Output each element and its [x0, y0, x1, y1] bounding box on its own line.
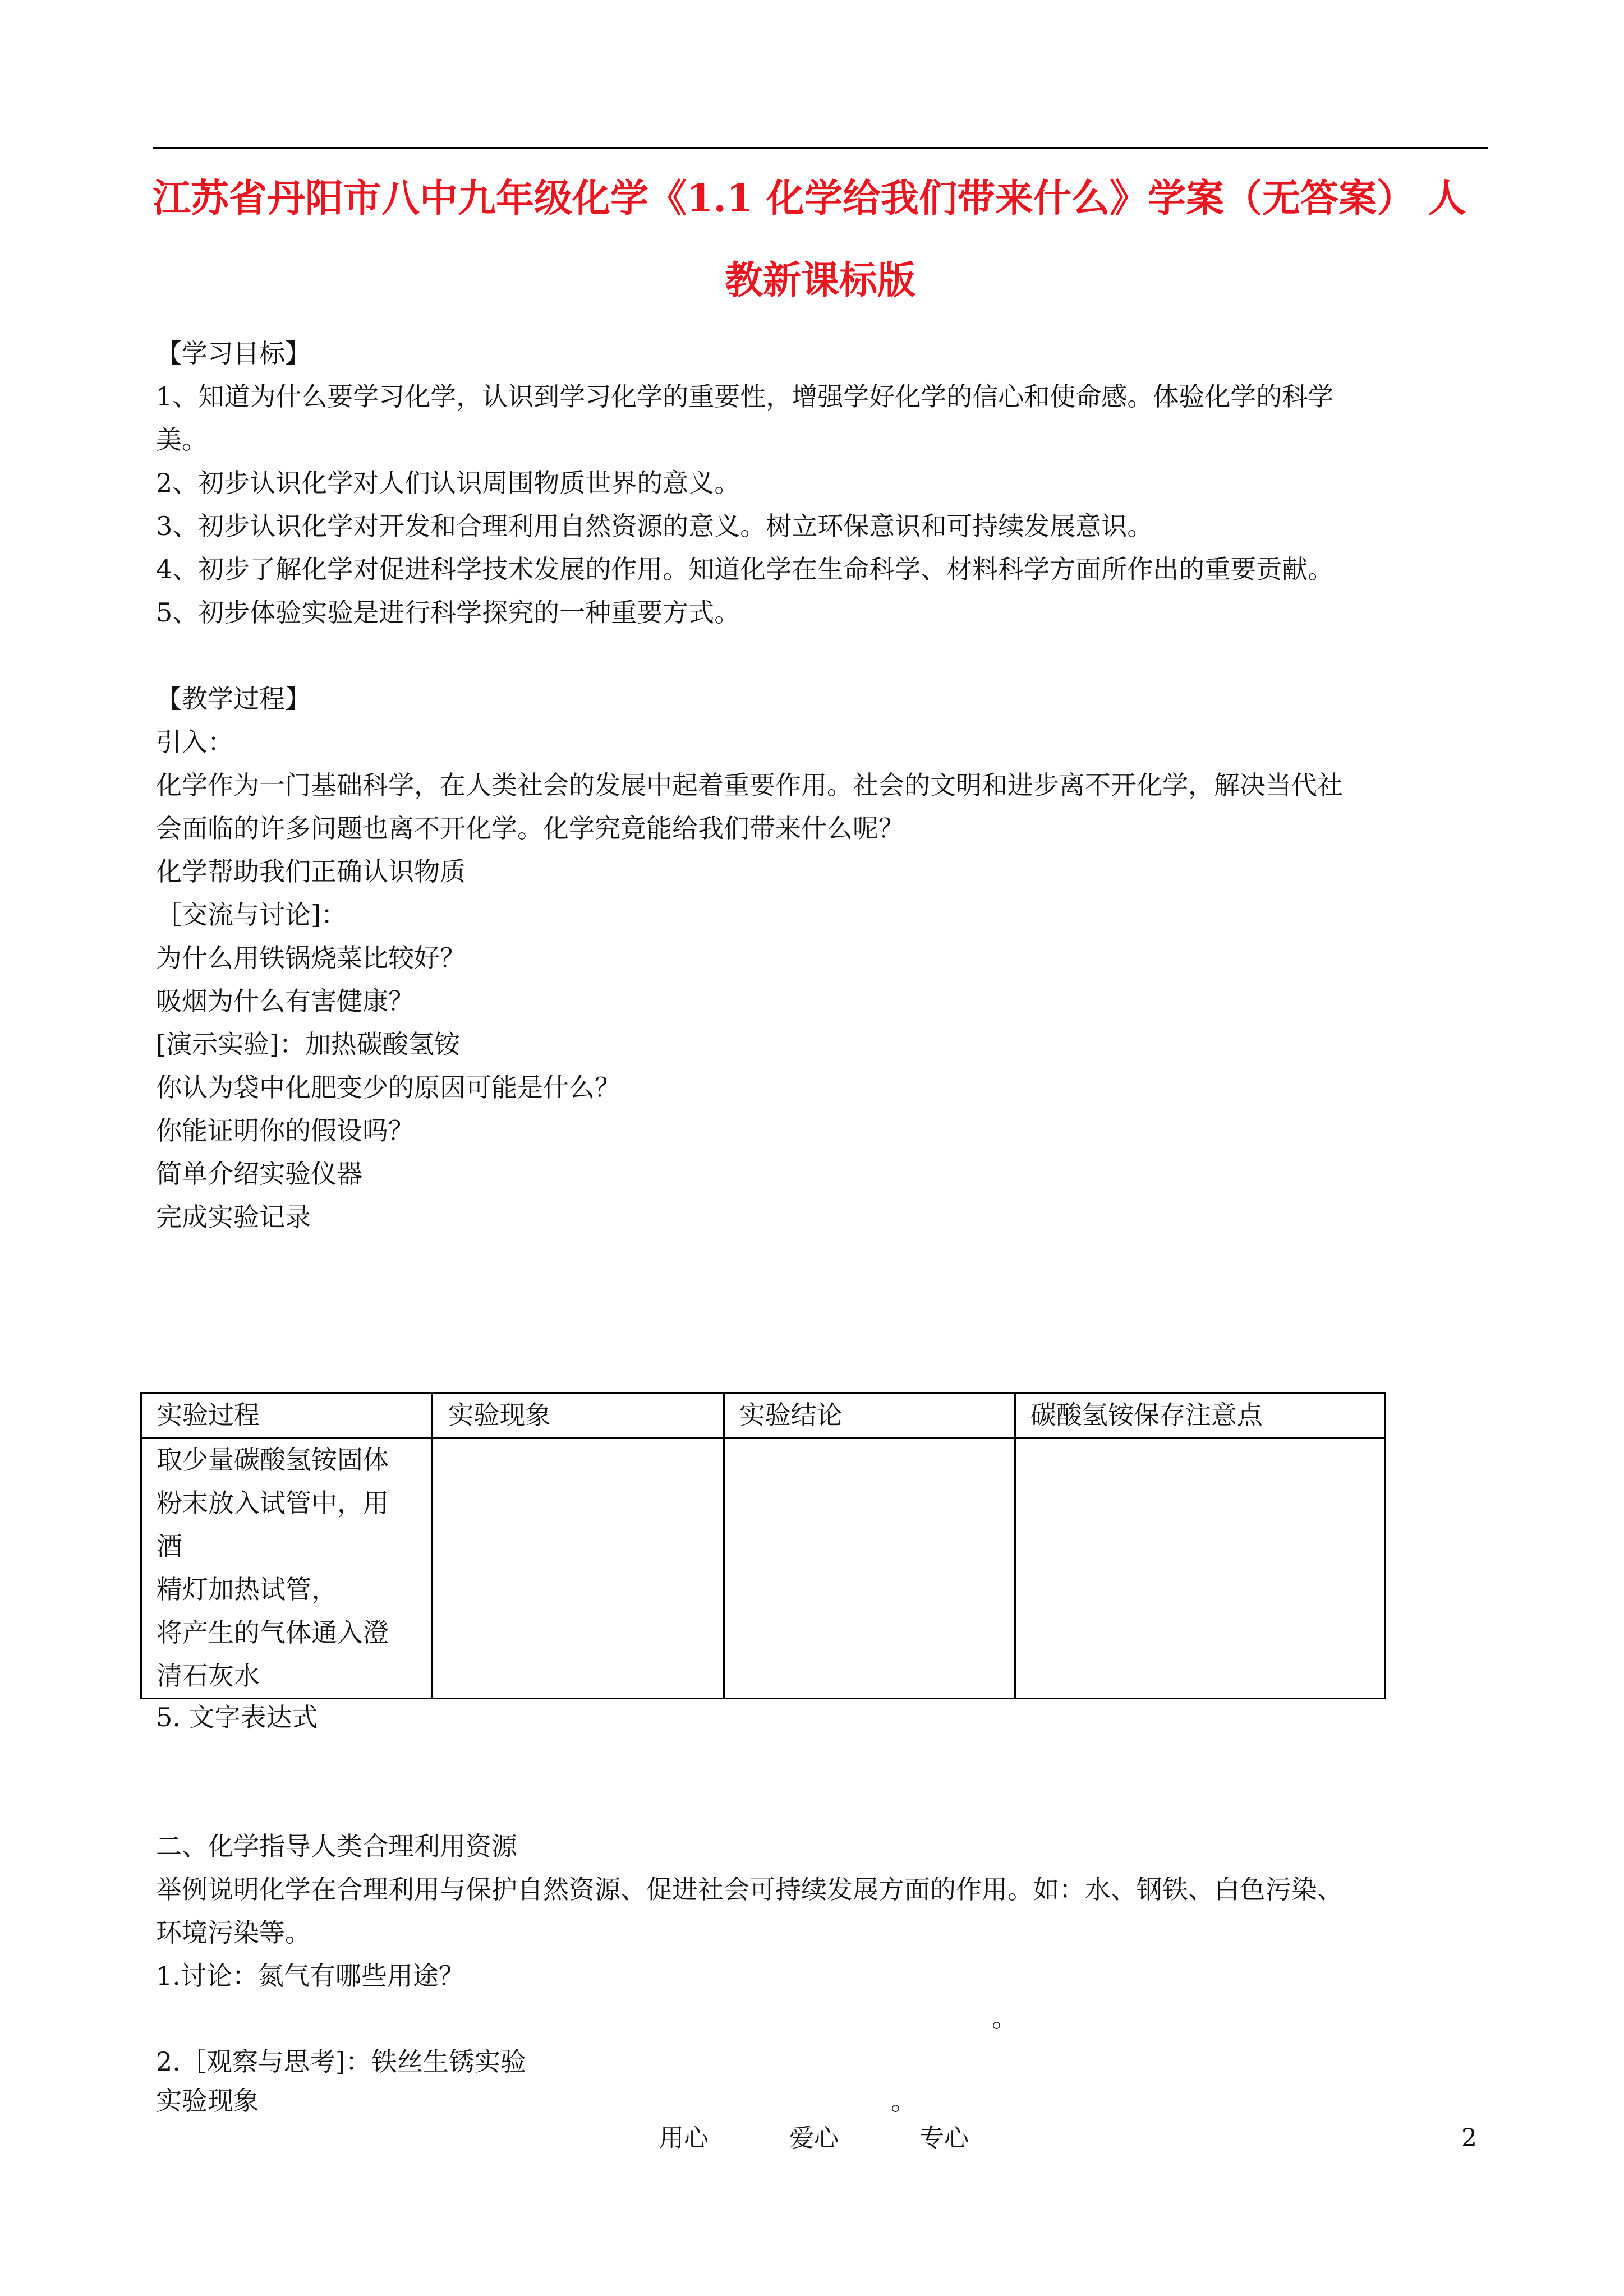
process-line: 你能证明你的假设吗？ — [156, 1115, 414, 1146]
process-line: 引入： — [156, 727, 233, 757]
objectives-heading: 【学习目标】 — [156, 338, 311, 368]
table-header-cell: 实验现象 — [433, 1393, 724, 1438]
discussion-question: 1.讨论：氮气有哪些用途？ — [156, 1961, 464, 1991]
procedure-cell — [141, 1438, 433, 1699]
footer-motto-word: 用心 — [659, 2124, 709, 2152]
process-line: 完成实验记录 — [156, 1202, 311, 1232]
process-line: ［交流与讨论]： — [156, 900, 347, 930]
process-line: 化学帮助我们正确认识物质 — [156, 856, 466, 887]
phenomenon-label: 实验现象 — [156, 2086, 259, 2116]
storage-notes-cell — [1015, 1438, 1384, 1699]
conclusion-cell — [724, 1438, 1015, 1699]
spacer — [156, 634, 1491, 677]
section2-desc-line: 环境污染等。 — [156, 1917, 311, 1948]
answer-end-mark: 。 — [992, 2003, 1018, 2033]
table-header-cell: 实验结论 — [724, 1393, 1015, 1438]
observation-heading: 2.［观察与思考]：铁丝生锈实验 — [156, 2046, 526, 2077]
process-line: 化学作为一门基础科学，在人类社会的发展中起着重要作用。社会的文明和进步离不开化学，解决当代社 — [156, 770, 1343, 800]
header-rule — [153, 147, 1488, 149]
main-content — [156, 332, 1491, 1239]
phenomenon-cell — [433, 1438, 724, 1699]
procedure-line: 取少量碳酸氢铵固体 — [157, 1445, 389, 1475]
process-line: 吸烟为什么有害健康？ — [156, 986, 414, 1016]
table-header-cell: 碳酸氢铵保存注意点 — [1015, 1393, 1384, 1438]
page-number: 2 — [1461, 2124, 1477, 2152]
objective-item: 2、初步认识化学对人们认识周围物质世界的意义。 — [156, 468, 740, 498]
objective-item: 美。 — [156, 425, 208, 455]
answer-end-mark: 。 — [891, 2086, 917, 2116]
document-title-line2: 教新课标版 — [724, 258, 915, 303]
process-heading: 【教学过程】 — [156, 684, 311, 714]
process-line: 为什么用铁锅烧菜比较好？ — [156, 943, 466, 973]
objective-item: 1、知道为什么要学习化学，认识到学习化学的重要性，增强学好化学的信心和使命感。体验化学的科学 — [156, 381, 1334, 412]
word-equation-line: 5. 文字表达式 — [156, 1702, 318, 1732]
footer-motto — [659, 2119, 1042, 2158]
procedure-line: 粉末放入试管中，用 — [157, 1488, 389, 1518]
procedure-line: 清石灰水 — [157, 1661, 260, 1691]
procedure-line: 将产生的气体通入澄 — [157, 1617, 389, 1648]
document-title-line1: 江苏省丹阳市八中九年级化学《1.1 化学给我们带来什么》学案（无答案） 人 — [153, 176, 1466, 221]
procedure-line: 精灯加热试管， — [157, 1574, 337, 1605]
process-line: 你认为袋中化肥变少的原因可能是什么？ — [156, 1072, 620, 1103]
table-header-cell: 实验过程 — [141, 1393, 433, 1438]
section2-desc-line: 举例说明化学在合理利用与保护自然资源、促进社会可持续发展方面的作用。如：水、钢铁、白色污染、 — [156, 1874, 1343, 1905]
footer-motto-word: 爱心 — [789, 2124, 839, 2152]
objective-item: 3、初步认识化学对开发和合理利用自然资源的意义。树立环保意识和可持续发展意识。 — [156, 511, 1153, 541]
process-line: [演示实验]：加热碳酸氢铵 — [156, 1029, 460, 1059]
process-line: 简单介绍实验仪器 — [156, 1159, 362, 1189]
experiment-record-table — [140, 1392, 1386, 1699]
procedure-line: 酒 — [157, 1531, 182, 1561]
footer-motto-word: 专心 — [919, 2124, 969, 2152]
section2-heading: 二、化学指导人类合理利用资源 — [156, 1831, 517, 1861]
process-line: 会面临的许多问题也离不开化学。化学究竟能给我们带来什么呢？ — [156, 813, 904, 843]
table-header-row — [141, 1393, 1385, 1438]
objective-item: 4、初步了解化学对促进科学技术发展的作用。知道化学在生命科学、材料科学方面所作出的重要贡献。 — [156, 554, 1334, 584]
objective-item: 5、初步体验实验是进行科学探究的一种重要方式。 — [156, 597, 740, 628]
table-row — [141, 1438, 1385, 1699]
